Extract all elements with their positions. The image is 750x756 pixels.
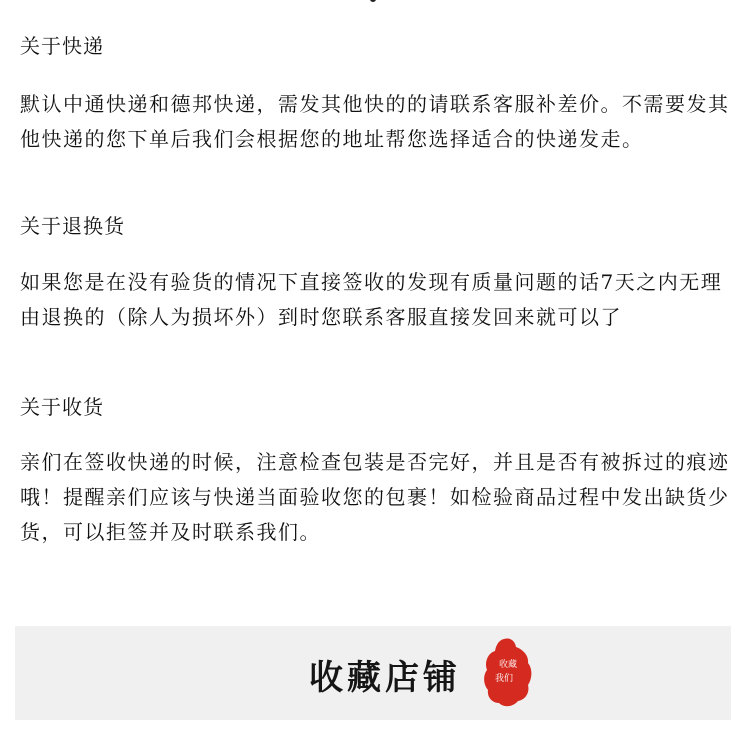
svg-text:收藏: 收藏 bbox=[498, 660, 518, 670]
returns-section-text: 如果您是在没有验货的情况下直接签收的发现有质量问题的话7天之内无理由退换的（除人为损坏外）到时您联系客服直接发回来就可以了 bbox=[20, 270, 723, 329]
svg-text:我们: 我们 bbox=[494, 674, 514, 684]
top-dot-mark bbox=[370, 0, 376, 2]
returns-section-title: 关于退换货 bbox=[20, 214, 125, 238]
favorite-shop-title[interactable]: 收藏店铺 bbox=[309, 658, 461, 698]
favorite-shop-banner[interactable] bbox=[15, 626, 731, 720]
red-seal-stamp-icon bbox=[482, 637, 534, 709]
shipping-section-title: 关于快递 bbox=[20, 34, 104, 58]
receiving-section-text: 亲们在签收快递的时候，注意检查包装是否完好，并且是否有被拆过的痕迹哦！提醒亲们应该与快递当面验收您的包裹！如检验商品过程中发出缺货少货，可以拒签并及时联系我们。 bbox=[20, 450, 730, 544]
shipping-section-text: 默认中通快递和德邦快递，需发其他快的的请联系客服补差价。不需要发其他快递的您下单后我们会根据您的地址帮您选择适合的快递发走。 bbox=[20, 92, 730, 151]
receiving-section-title: 关于收货 bbox=[20, 395, 104, 419]
